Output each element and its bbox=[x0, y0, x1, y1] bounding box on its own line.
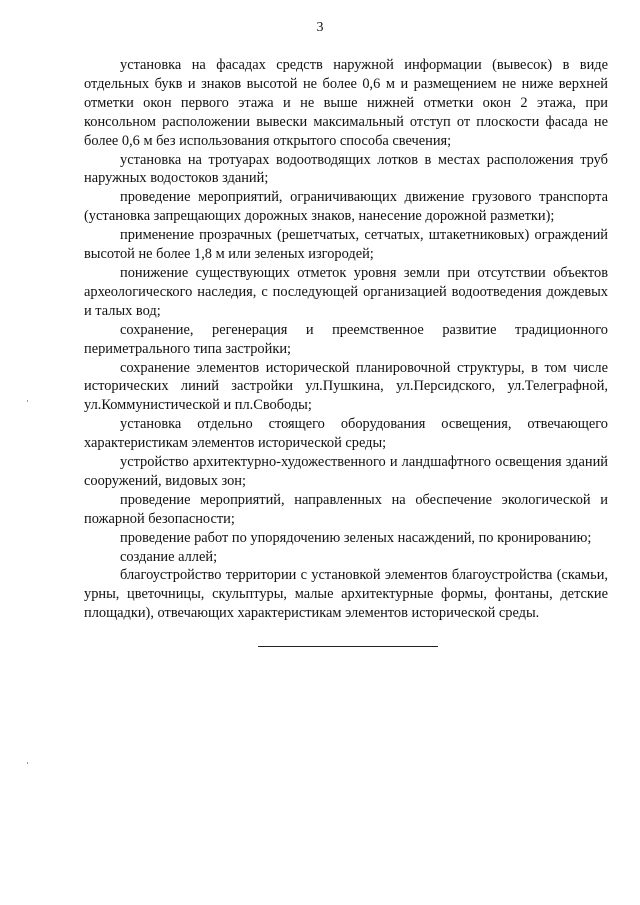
closing-divider bbox=[258, 646, 438, 647]
paragraph-historic-street-lines: сохранение элементов исторической планировочной структуры, в том числе исторических линий застройки ул.Пушкина, ул.Персидского, ул.Телеграфной, ул.Коммунистической и пл.Свободы; bbox=[84, 359, 608, 414]
paragraph-ecological-safety: проведение мероприятий, направленных на обеспечение экологической и пожарной безопасности; bbox=[84, 491, 608, 527]
scan-margin-mark bbox=[27, 400, 28, 402]
paragraph-facade-signage: установка на фасадах средств наружной информации (вывесок) в виде отдельных букв и знаков высотой не более 0,6 м и размещением не ниже верхней отметки окон первого этажа и не выше нижней отметки окон 2 этажа, при консольном расположении вывески максимальный отступ от плоскости фасада не более 0,6 м без использования открытого способа свечения; bbox=[84, 57, 608, 149]
page-number: 3 bbox=[316, 20, 324, 35]
paragraph-landscaping: благоустройство территории с установкой элементов благоустройства (скамьи, урны, цветочницы, скульптуры, малые архитектурные формы, фонтаны, детские площадки), отвечающих характеристикам элементов исторической среды. bbox=[84, 567, 608, 622]
paragraph-architectural-lighting: устройство архитектурно-художественного и ландшафтного освещения зданий сооружений, видовых зон; bbox=[84, 454, 608, 489]
paragraph-perimeter-development: сохранение, регенерация и преемственное развитие традиционного периметрального типа застройки; bbox=[84, 321, 608, 357]
scan-margin-mark bbox=[27, 762, 28, 764]
document-body bbox=[84, 56, 608, 623]
paragraph-truck-restriction: проведение мероприятий, ограничивающих движение грузового транспорта (установка запрещающих дорожных знаков, нанесение дорожной разметки); bbox=[84, 189, 608, 225]
paragraph-transparent-fences: применение прозрачных (решетчатых, сетчатых, штакетниковых) ограждений высотой не более 1,8 м или зеленых изгородей; bbox=[84, 227, 608, 263]
paragraph-alleys: создание аллей; bbox=[120, 548, 218, 565]
paragraph-ground-level-lowering: понижение существующих отметок уровня земли при отсутствии объектов археологического наследия, с последующей организацией водоотведения дождевых и талых вод; bbox=[84, 264, 608, 319]
paragraph-green-spaces: проведение работ по упорядочению зеленых насаждений, по кронированию; bbox=[120, 529, 592, 546]
paragraph-lighting-equipment: установка отдельно стоящего оборудования освещения, отвечающего характеристикам элементов исторической среды; bbox=[84, 416, 608, 452]
paragraph-drainage-trays: установка на тротуарах водоотводящих лотков в местах расположения труб наружных водостоков зданий; bbox=[84, 151, 608, 187]
